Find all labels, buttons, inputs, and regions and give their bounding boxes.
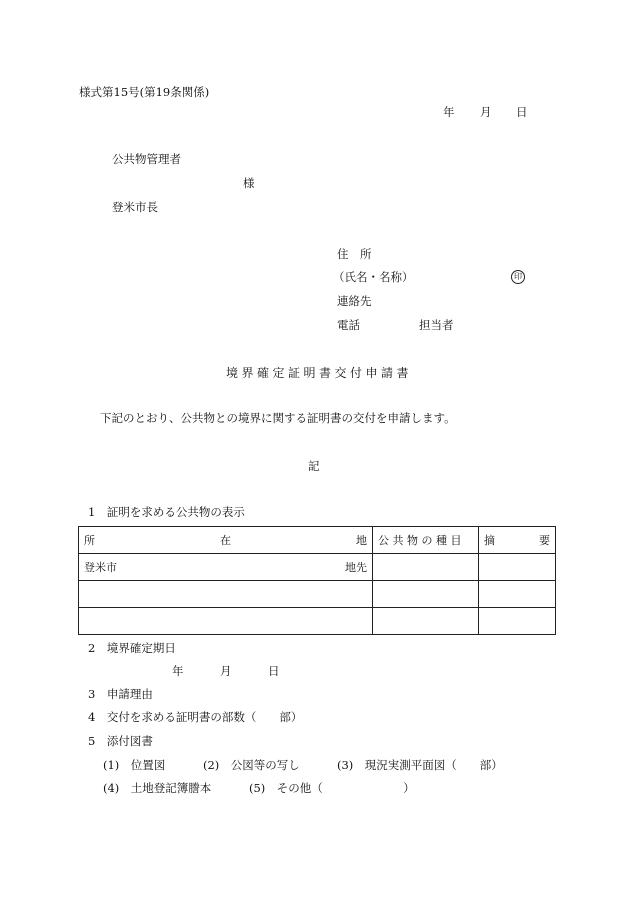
attachment-item-4: (4) 土地登記簿謄本 bbox=[103, 781, 212, 795]
attachment-item-1: (1) 位置図 bbox=[103, 758, 166, 772]
intro-text: 下記のとおり、公共物との境界に関する証明書の交付を申請します。 bbox=[100, 411, 456, 425]
attachment-item-2: (2) 公図等の写し bbox=[203, 758, 300, 772]
header-location-2: 在 bbox=[220, 534, 231, 547]
attachment-item-3: (3) 現況実測平面図（ 部） bbox=[337, 758, 503, 772]
header-location bbox=[79, 527, 373, 554]
applicant-address-label: 住 所 bbox=[337, 247, 372, 261]
date-day: 日 bbox=[516, 105, 528, 119]
section2-month: 月 bbox=[220, 664, 232, 678]
row-type[interactable] bbox=[373, 581, 479, 608]
row-location[interactable] bbox=[79, 608, 373, 635]
section2-year: 年 bbox=[172, 664, 184, 678]
ki-label: 記 bbox=[308, 459, 320, 473]
addressee-line2: 登米市長 bbox=[112, 200, 158, 214]
form-number: 様式第15号(第19条関係) bbox=[79, 85, 210, 99]
section3-label: 3 申請理由 bbox=[88, 687, 153, 701]
date-year: 年 bbox=[443, 105, 455, 119]
section2-label: 2 境界確定期日 bbox=[88, 641, 176, 655]
addressee-honorific: 様 bbox=[243, 176, 255, 190]
row-type[interactable] bbox=[373, 608, 479, 635]
row-remarks[interactable] bbox=[479, 581, 556, 608]
table-header-row bbox=[79, 527, 556, 554]
applicant-phone-label: 電話 bbox=[337, 318, 360, 332]
applicant-name-label: （氏名・名称） bbox=[333, 270, 414, 284]
seal-icon: 印 bbox=[511, 270, 525, 284]
row-city: 登米市 bbox=[84, 561, 117, 574]
table-row bbox=[79, 554, 556, 581]
document-title: 境界確定証明書交付申請書 bbox=[226, 366, 413, 380]
header-location-3: 地 bbox=[356, 534, 367, 547]
row-remarks[interactable] bbox=[479, 608, 556, 635]
header-remarks-2: 要 bbox=[539, 534, 550, 547]
section4-label: 4 交付を求める証明書の部数（ 部） bbox=[88, 710, 303, 724]
row-suffix: 地先 bbox=[345, 561, 367, 574]
header-remarks bbox=[479, 527, 556, 554]
row-remarks[interactable] bbox=[479, 554, 556, 581]
row-type[interactable] bbox=[373, 554, 479, 581]
row-location[interactable] bbox=[79, 581, 373, 608]
public-property-table bbox=[78, 526, 556, 635]
section1-label: 1 証明を求める公共物の表示 bbox=[88, 505, 245, 519]
section2-day: 日 bbox=[268, 664, 280, 678]
header-location-1: 所 bbox=[84, 534, 95, 547]
header-type: 公 共 物 の 種 目 bbox=[373, 527, 479, 554]
addressee-line1: 公共物管理者 bbox=[112, 152, 181, 166]
attachment-item-5: (5) その他（ ） bbox=[249, 781, 415, 795]
date-month: 月 bbox=[480, 105, 492, 119]
row-location[interactable] bbox=[79, 554, 373, 581]
applicant-contact-label: 連絡先 bbox=[337, 294, 372, 308]
header-remarks-1: 摘 bbox=[484, 534, 495, 547]
table-row bbox=[79, 608, 556, 635]
section5-label: 5 添付図書 bbox=[88, 734, 153, 748]
table-row bbox=[79, 581, 556, 608]
applicant-person-label: 担当者 bbox=[419, 318, 454, 332]
